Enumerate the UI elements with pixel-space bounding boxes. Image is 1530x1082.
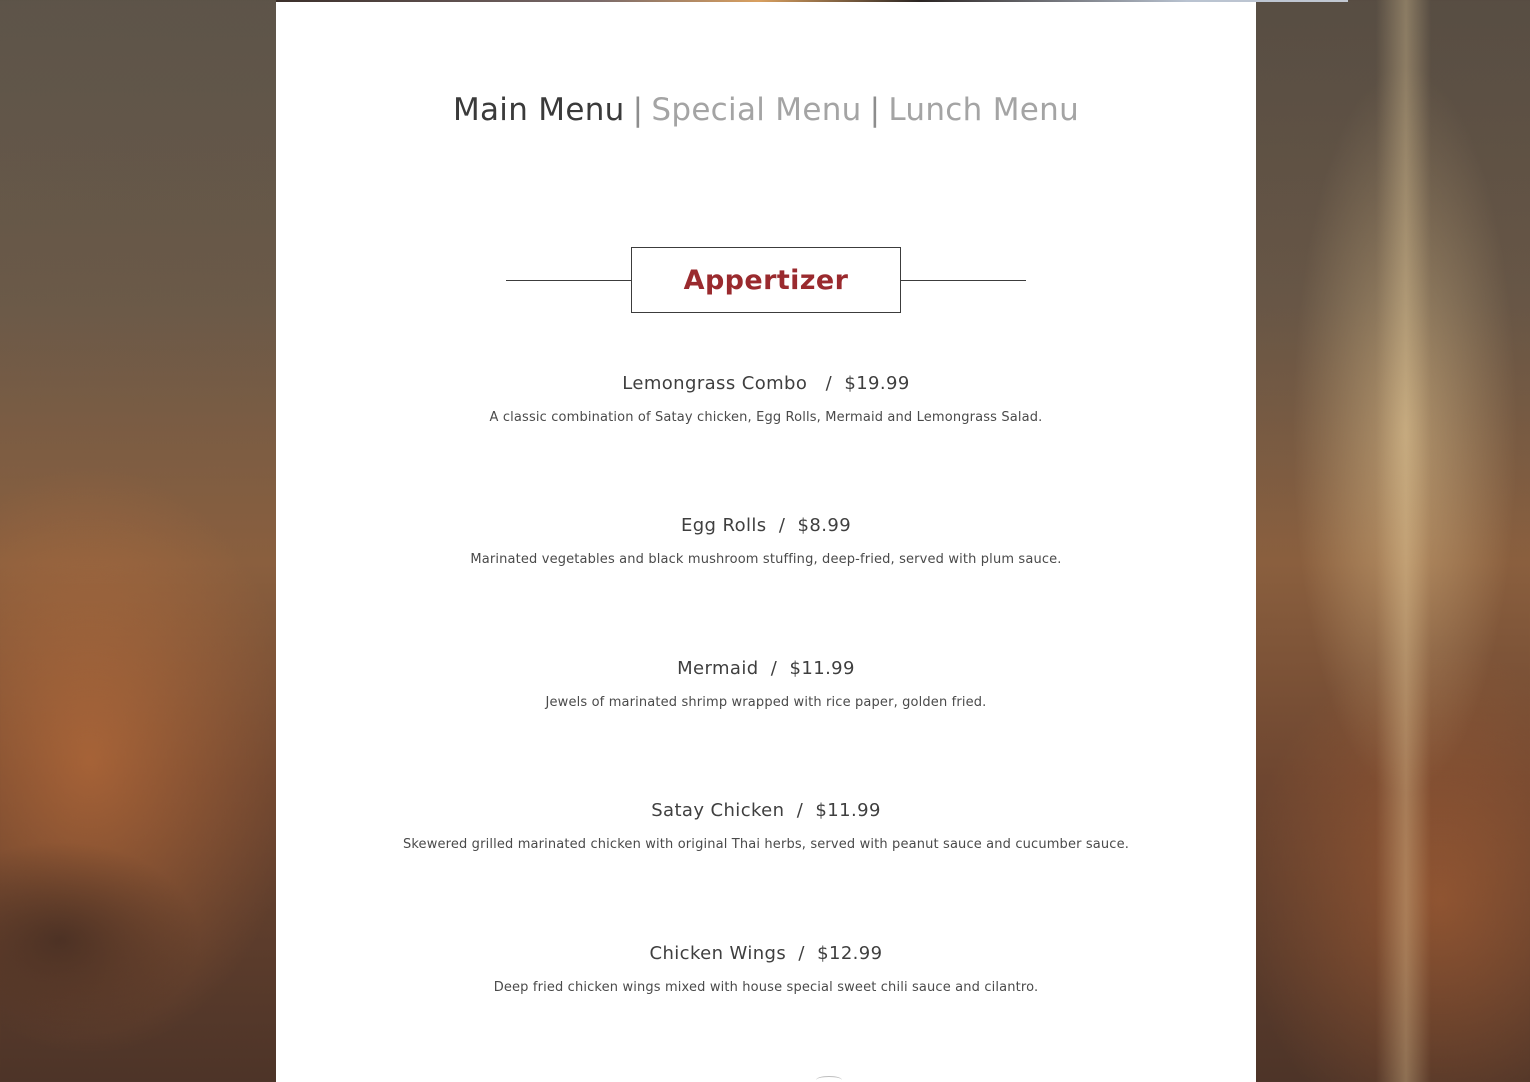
menu-item-heading: Mermaid / $11.99 [677, 658, 855, 679]
divider-line-left [506, 280, 631, 281]
menu-item [276, 656, 1256, 712]
menu-tabs [276, 88, 1256, 132]
menu-item-heading: Lemongrass Combo / $19.99 [622, 373, 910, 394]
divider-line-right [901, 280, 1026, 281]
menu-item-description: A classic combination of Satay chicken, Egg Rolls, Mermaid and Lemongrass Salad. [489, 410, 1043, 425]
menu-item-description: Marinated vegetables and black mushroom stuffing, deep-fried, served with plum sauce. [470, 552, 1062, 567]
menu-item [276, 941, 1256, 997]
section-title-box [631, 247, 901, 313]
menu-item [276, 371, 1256, 427]
menu-item-description: Skewered grilled marinated chicken with original Thai herbs, served with peanut sauce and cucumber sauce. [402, 837, 1130, 852]
section-header [506, 247, 1026, 313]
background-photo-right [1256, 0, 1530, 1082]
menu-item-heading: Satay Chicken / $11.99 [651, 800, 881, 821]
menu-item [276, 513, 1256, 569]
tab-main-menu[interactable]: Main Menu [452, 92, 625, 128]
next-item-partial [816, 1076, 842, 1082]
tab-separator: | [869, 92, 881, 128]
background-photo-left [0, 0, 276, 1082]
menu-item [276, 798, 1256, 854]
tab-lunch-menu[interactable]: Lunch Menu [888, 92, 1080, 128]
menu-item-heading: Egg Rolls / $8.99 [680, 515, 852, 536]
menu-item-heading: Chicken Wings / $12.99 [649, 943, 883, 964]
tab-separator: | [632, 92, 644, 128]
menu-item-description: Deep fried chicken wings mixed with house special sweet chili sauce and cilantro. [493, 980, 1039, 995]
section-title: Appertizer [683, 264, 849, 296]
menu-item-description: Jewels of marinated shrimp wrapped with rice paper, golden fried. [545, 695, 987, 710]
menu-panel [276, 2, 1256, 1082]
tab-special-menu[interactable]: Special Menu [651, 92, 862, 128]
